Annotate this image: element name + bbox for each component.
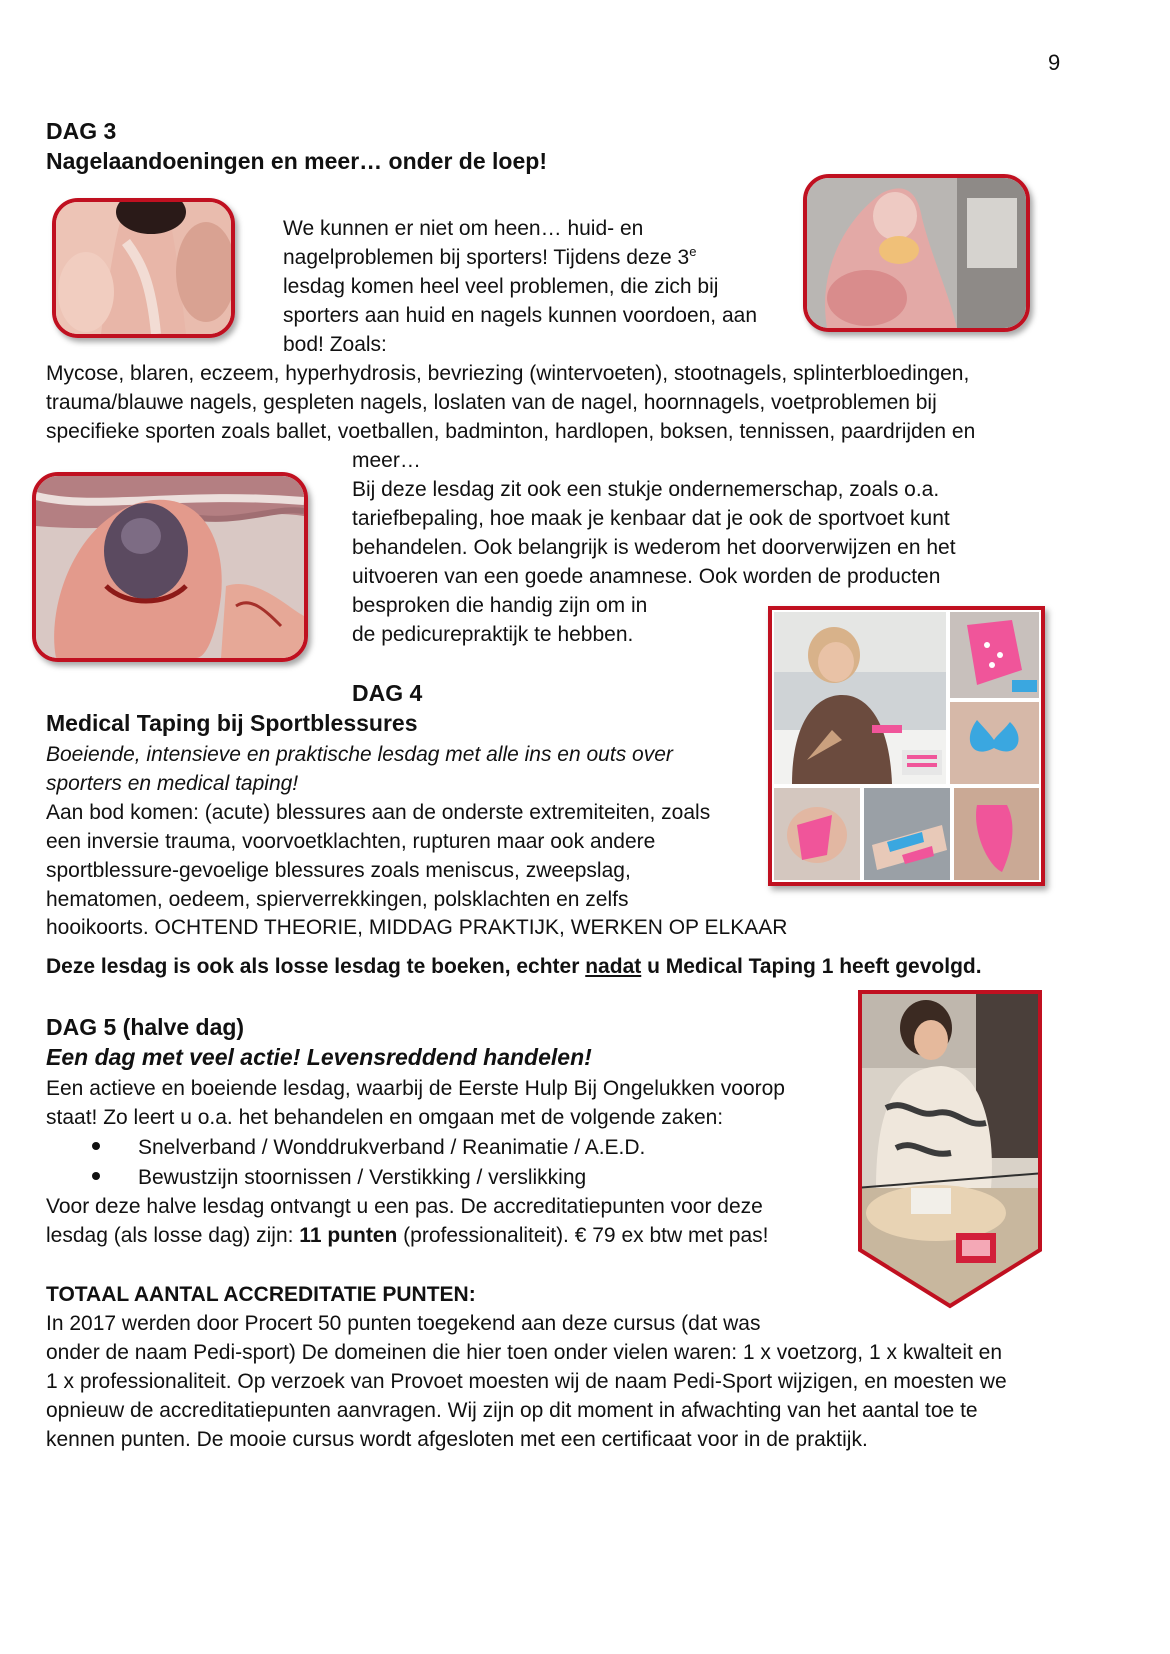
day5-heading: DAG 5 (halve dag) [46, 1014, 245, 1040]
day4-body-line-1: Aan bod komen: (acute) blessures aan de onderste extremiteiten, zoals [46, 801, 711, 824]
day5-points-line: lesdag (als losse dag) zijn: 11 punten (professionaliteit). € 79 ex btw met pas! [46, 1224, 769, 1247]
day3-more-line-4: behandelen. Ook belangrijk is wederom het doorverwijzen en het [352, 536, 956, 559]
day4-heading: DAG 4 [352, 680, 423, 706]
photo-collage-taping [768, 606, 1045, 886]
day3-more-line-7: de pedicurepraktijk te hebben. [352, 623, 634, 646]
day3-more-line-3: tariefbepaling, hoe maak je kenbaar dat je ook de sportvoet kunt [352, 507, 950, 530]
day5-intro-line-2: staat! Zo leert u o.a. het behandelen en omgaan met de volgende zaken: [46, 1106, 724, 1129]
day5-pass-line: Voor deze halve lesdag ontvangt u een pas. De accreditatiepunten voor deze [46, 1195, 763, 1218]
day5-title: Een dag met veel actie! Levensreddend handelen! [46, 1044, 592, 1070]
day3-intro-line-5: bod! Zoals: [283, 333, 387, 356]
totals-line-3: 1 x professionaliteit. Op verzoek van Provoet moesten wij de naam Pedi-Sport wijzigen, en moesten we [46, 1370, 1007, 1393]
day4-body-line-2: een inversie trauma, voorvoetklachten, rupturen maar ook andere [46, 830, 656, 853]
day3-intro-line-3: lesdag komen heel veel problemen, die zich bij [283, 275, 719, 298]
day5-bullet-2: Bewustzijn stoornissen / Verstikking / verslikking [92, 1163, 586, 1194]
day4-body-line-3: sportblessure-gevoelige blessures zoals meniscus, zweepslag, [46, 859, 631, 882]
day4-body-line-5: hooikoorts. OCHTEND THEORIE, MIDDAG PRAKTIJK, WERKEN OP ELKAAR [46, 916, 788, 939]
day3-list-line-1: Mycose, blaren, eczeem, hyperhydrosis, bevriezing (wintervoeten), stootnagels, splinterbloedingen, [46, 362, 970, 385]
day4-italic-line-2: sporters en medical taping! [46, 772, 299, 795]
day3-list-line-2: trauma/blauwe nagels, gespleten nagels, loslaten van de nagel, hoornnagels, voetproblemen bij [46, 391, 937, 414]
day5-bullet-1: Snelverband / Wonddrukverband / Reanimatie / A.E.D. [92, 1133, 645, 1164]
photo-thumb-blister [803, 174, 1030, 332]
day3-title: Nagelaandoeningen en meer… onder de loep! [46, 148, 547, 174]
day3-intro-line-4: sporters aan huid en nagels kunnen voordoen, aan [283, 304, 758, 327]
day5-intro-line-1: Een actieve en boeiende lesdag, waarbij de Eerste Hulp Bij Ongelukken voorop [46, 1077, 785, 1100]
day3-more-line-5: uitvoeren van een goede anamnese. Ook worden de producten [352, 565, 941, 588]
totals-line-1: In 2017 werden door Procert 50 punten toegekend aan deze cursus (dat was [46, 1312, 761, 1335]
totals-heading: TOTAAL AANTAL ACCREDITATIE PUNTEN: [46, 1283, 476, 1306]
day3-intro-line-2: nagelproblemen bij sporters! Tijdens deze 3e [283, 244, 697, 269]
photo-toe-skin [52, 198, 235, 338]
bullet-dot [92, 1172, 100, 1180]
day3-intro-line-1: We kunnen er niet om heen… huid- en [283, 217, 644, 240]
bullet-dot [92, 1142, 100, 1150]
totals-line-2: onder de naam Pedi-sport) De domeinen die hier toen onder vielen waren: 1 x voetzorg, 1 x kwalteit en [46, 1341, 1003, 1364]
day3-heading: DAG 3 [46, 118, 117, 144]
day3-more-line-6: besproken die handig zijn om in [352, 594, 648, 617]
day4-italic-line-1: Boeiende, intensieve en praktische lesdag met alle ins en outs over [46, 743, 673, 766]
photo-bruised-toenail [32, 472, 308, 662]
day3-list-line-3: specifieke sporten zoals ballet, voetballen, badminton, hardlopen, boksen, tennissen, paardrijden en [46, 420, 976, 443]
day4-title: Medical Taping bij Sportblessures [46, 710, 418, 736]
totals-line-5: kennen punten. De mooie cursus wordt afgesloten met een certificaat voor in de praktijk. [46, 1428, 868, 1451]
totals-line-4: opnieuw de accreditatiepunten aanvragen. Wij zijn op dit moment in afwachting van het aantal toe te [46, 1399, 978, 1422]
day3-more-line-2: Bij deze lesdag zit ook een stukje ondernemerschap, zoals o.a. [352, 478, 940, 501]
page-number: 9 [1048, 50, 1061, 75]
day3-more-line-1: meer… [352, 449, 421, 472]
photo-cpr-pennant [856, 988, 1044, 1313]
day4-body-line-4: hematomen, oedeem, spierverrekkingen, polsklachten en zelfs [46, 888, 629, 911]
day4-note: Deze lesdag is ook als losse lesdag te boeken, echter nadat u Medical Taping 1 heeft gevolgd. [46, 955, 982, 978]
